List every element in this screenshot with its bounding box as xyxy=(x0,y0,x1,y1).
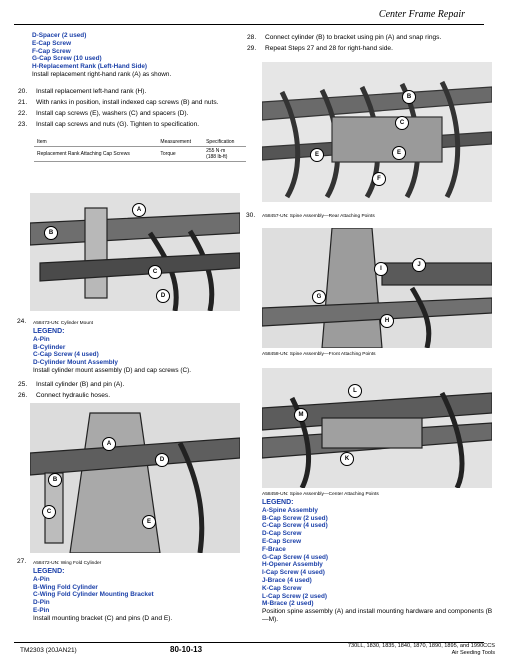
legend-item: H-Replacement Rank (Left-Hand Side) xyxy=(32,63,148,71)
spec-header: Item xyxy=(34,138,157,147)
legend-item: B-Wing Fold Cylinder xyxy=(33,583,98,591)
models-text: 730LL, 1830, 1835, 1840, 1870, 1890, 1895, and 1990CCS xyxy=(347,643,495,649)
step-number: 28. xyxy=(247,34,257,41)
legend-item: H-Opener Assembly xyxy=(262,561,323,569)
step-number: 22. xyxy=(18,110,28,117)
legend-item: F-Cap Screw xyxy=(32,47,71,55)
footer-models xyxy=(250,643,495,657)
step-text: Install cylinder (B) and pin (A). xyxy=(36,381,125,388)
product-text: Air Seeding Tools xyxy=(451,650,495,656)
legend-item: I-Cap Screw (4 used) xyxy=(262,569,325,577)
step-number: 30. xyxy=(246,212,256,219)
step-text: Install cap screws (E), washers (C) and spacers (D). xyxy=(36,110,189,117)
step-text: Repeat Steps 27 and 28 for right-hand side. xyxy=(265,45,393,52)
callout-f: F xyxy=(372,172,386,186)
callout-b: B xyxy=(44,226,58,240)
step-number: 25. xyxy=(18,381,28,388)
legend-title: LEGEND: xyxy=(33,568,65,575)
spec-item: Replacement Rank Attaching Cap Screws xyxy=(34,147,157,162)
legend-item: E-Cap Screw xyxy=(262,537,302,545)
legend-item: E-Pin xyxy=(33,606,50,614)
legend-top xyxy=(32,32,232,79)
step-number: 26. xyxy=(18,392,28,399)
step-text: Install cap screws and nuts (G). Tighten to specification. xyxy=(36,121,200,128)
legend-figure-27 xyxy=(33,568,243,623)
callout-c: C xyxy=(42,505,56,519)
legend-item: F-Brace xyxy=(262,545,286,553)
step-text: With ranks in position, install indexed cap screws (B) and nuts. xyxy=(36,99,219,106)
figure-cylinder-mount-image xyxy=(30,193,240,311)
legend-item: D-Pin xyxy=(33,599,50,607)
step-text: Install replacement left-hand rank (H). xyxy=(36,88,147,95)
legend-item: K-Cap Screw xyxy=(262,584,302,592)
steps-20-23 xyxy=(18,86,243,130)
legend-item: C-Wing Fold Cylinder Mounting Bracket xyxy=(33,591,154,599)
callout-g: G xyxy=(312,290,326,304)
legend-item: M-Brace (2 used) xyxy=(262,600,314,608)
step-number: 23. xyxy=(18,121,28,128)
step-number: 24. xyxy=(17,318,27,325)
legend-item: D-Spacer (2 used) xyxy=(32,32,87,39)
legend-title: LEGEND: xyxy=(262,499,294,506)
spec-measurement: Torque xyxy=(157,147,203,162)
figure-caption: A58457-UN: Spine Assembly—Rear Attaching Points xyxy=(262,214,375,219)
callout-e: E xyxy=(310,148,324,162)
figure-rear-attaching-image xyxy=(262,62,492,202)
figure-wing-fold-image xyxy=(30,403,240,553)
figure-front-attaching-image xyxy=(262,228,492,348)
callout-b: B xyxy=(48,473,62,487)
callout-m: M xyxy=(294,408,308,422)
legend-item: C-Cap Screw (4 used) xyxy=(262,522,328,530)
instruction-text: Install replacement right-hand rank (A) as shown. xyxy=(32,70,172,78)
callout-h: H xyxy=(380,314,394,328)
steps-28-29 xyxy=(247,32,497,54)
legend-title: LEGEND: xyxy=(33,328,65,335)
legend-item: C-Cap Screw (4 used) xyxy=(33,351,99,359)
figure-caption: A58458-UN: Spine Assembly—Front Attaching Points xyxy=(262,352,376,357)
callout-d: D xyxy=(155,453,169,467)
instruction-text: Install cylinder mount assembly (D) and cap screws (C). xyxy=(33,366,192,374)
instruction-text: Install mounting bracket (C) and pins (D and E). xyxy=(33,614,173,622)
legend-item: G-Cap Screw (10 used) xyxy=(32,55,102,63)
callout-d: E xyxy=(392,146,406,160)
spec-value: 255 N·m (188 lb-ft) xyxy=(203,147,246,162)
legend-item: D-Cylinder Mount Assembly xyxy=(33,359,118,367)
legend-item: B-Cap Screw (2 used) xyxy=(262,514,328,522)
machinery-drawing xyxy=(262,368,492,488)
legend-item: A-Pin xyxy=(33,575,50,583)
legend-item: D-Cap Screw xyxy=(262,530,302,538)
callout-a: A xyxy=(102,437,116,451)
step-number: 29. xyxy=(247,45,257,52)
steps-25-26 xyxy=(18,379,243,401)
step-text: Connect cylinder (B) to bracket using pin (A) and snap rings. xyxy=(265,34,442,41)
step-text: Connect hydraulic hoses. xyxy=(36,392,111,399)
step-number: 27. xyxy=(17,558,27,565)
spec-header: Measurement xyxy=(157,138,203,147)
legend-item: A-Pin xyxy=(33,335,50,343)
legend-item: E-Cap Screw xyxy=(32,39,72,47)
figure-caption: A58473-UN: Cylinder Mount xyxy=(33,321,93,326)
page-title: Center Frame Repair xyxy=(378,9,465,20)
spec-header: Specification xyxy=(203,138,246,147)
callout-k: K xyxy=(340,452,354,466)
figure-caption: A58472-UN: Wing Fold Cylinder xyxy=(33,561,102,566)
callout-b: B xyxy=(402,90,416,104)
legend-item: J-Brace (4 used) xyxy=(262,576,312,584)
step-number: 21. xyxy=(18,99,28,106)
legend-bottom-right xyxy=(262,499,497,624)
figure-caption: A58459-UN: Spine Assembly—Center Attaching Points xyxy=(262,492,379,497)
callout-c: C xyxy=(148,265,162,279)
doc-id: TM2303 (20JAN21) xyxy=(20,647,77,654)
callout-a: A xyxy=(132,203,146,217)
instruction-text: Position spine assembly (A) and install mounting hardware and components (B—M). xyxy=(262,608,493,623)
callout-i: I xyxy=(374,262,388,276)
header-rule xyxy=(14,24,484,25)
legend-item: G-Cap Screw (4 used) xyxy=(262,553,329,561)
callout-e: E xyxy=(142,515,156,529)
page-number: 80-10-13 xyxy=(170,645,203,654)
legend-item: B-Cylinder xyxy=(33,343,66,351)
legend-item: L-Cap Screw (2 used) xyxy=(262,592,327,600)
legend-figure-24 xyxy=(33,328,243,375)
step-number: 20. xyxy=(18,88,28,95)
callout-d: D xyxy=(156,289,170,303)
callout-c: C xyxy=(395,116,409,130)
figure-center-attaching-image xyxy=(262,368,492,488)
machinery-drawing xyxy=(262,228,492,348)
callout-j: J xyxy=(412,258,426,272)
callout-l: L xyxy=(348,384,362,398)
legend-item: A-Spine Assembly xyxy=(262,506,318,514)
spec-table xyxy=(34,138,246,162)
